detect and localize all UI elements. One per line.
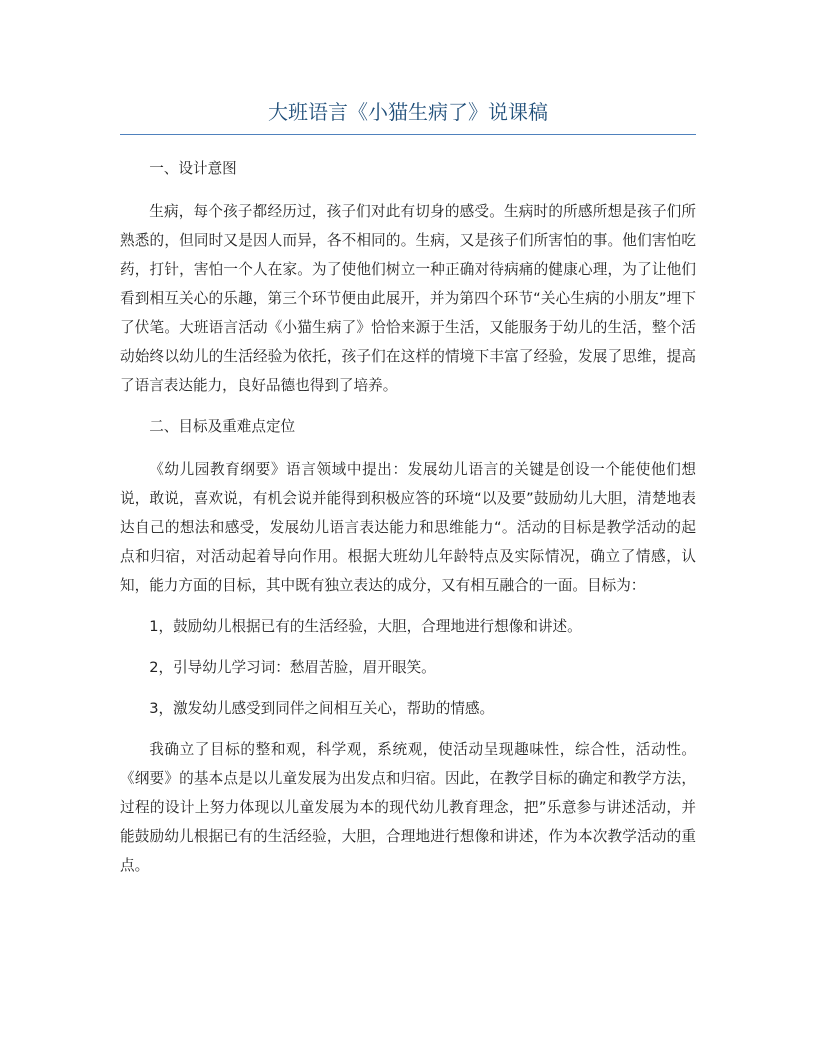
paragraph-design-intent: 生病，每个孩子都经历过，孩子们对此有切身的感受。生病时的所感所想是孩子们所熟悉的，但同时又是因人而异，各不相同的。生病，又是孩子们所害怕的事。他们害怕吃药，打针，害怕一个人在家。为了使他们树立一种正确对待病痛的健康心理，为了让他们看到相互关心的乐趣，第三个环节便由此展开，并为第四个环节“关心生病的小朋友”埋下了伏笔。大班语言活动《小猫生病了》恰恰来源于生活，又能服务于幼儿的生活，整个活动始终以幼儿的生活经验为依托，孩子们在这样的情境下丰富了经验，发展了思维，提高了语言表达能力，良好品德也得到了培养。 (120, 203, 696, 394)
section-heading-goals: 二、目标及重难点定位 (149, 418, 296, 435)
section-heading-design-intent: 一、设计意图 (149, 160, 237, 177)
title-divider (120, 134, 696, 135)
paragraph-goals-intro: 《幼儿园教育纲要》语言领域中提出：发展幼儿语言的关键是创设一个能使他们想说，敢说，喜欢说，有机会说并能得到积极应答的环境“以及要”鼓励幼儿大胆，清楚地表达自己的想法和感受，发展幼儿语言表达能力和思维能力“。活动的目标是教学活动的起点和归宿，对活动起着导向作用。根据大班幼儿年龄特点及实际情况，确立了情感，认知，能力方面的目标，其中既有独立表达的成分，又有相互融合的一面。目标为： (120, 461, 696, 594)
goal-item-1: 1，鼓励幼儿根据已有的生活经验，大胆，合理地进行想像和讲述。 (149, 618, 582, 635)
goal-item-2: 2，引导幼儿学习词：愁眉苦脸，眉开眼笑。 (149, 659, 436, 676)
paragraph-goals-closing: 我确立了目标的整和观，科学观，系统观，使活动呈现趣味性，综合性，活动性。《纲要》的基本点是以儿童发展为出发点和归宿。因此，在教学目标的确定和教学方法，过程的设计上努力体现以儿童发展为本的现代幼儿教育理念，把”乐意参与讲述活动，并能鼓励幼儿根据已有的生活经验，大胆，合理地进行想像和讲述，作为本次教学活动的重点。 (120, 741, 696, 874)
goal-item-3: 3，激发幼儿感受到同伴之间相互关心，帮助的情感。 (149, 700, 495, 717)
document-body (120, 154, 696, 892)
document-title: 大班语言《小猫生病了》说课稿 (268, 100, 548, 124)
